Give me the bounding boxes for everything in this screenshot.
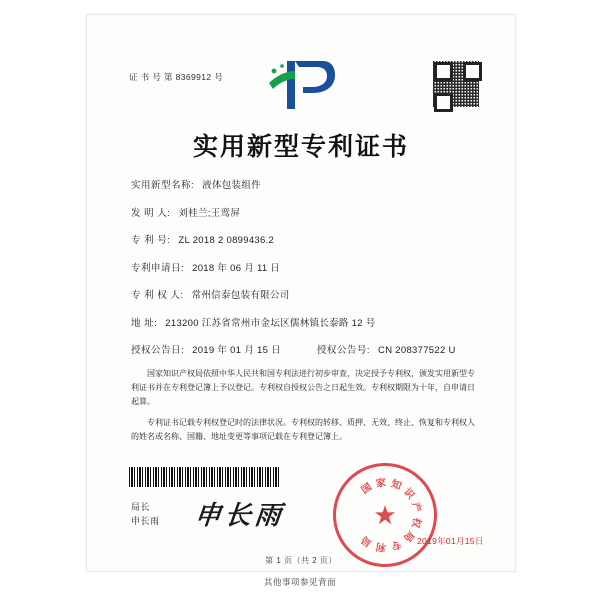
- seal-ring-char: 国: [359, 481, 375, 497]
- field-label: 专 利 权 人:: [131, 290, 184, 301]
- page-number: 第 1 页（共 2 页）: [265, 556, 337, 565]
- legal-text: [131, 367, 475, 451]
- footer-note: 其他事项参见背面: [263, 577, 336, 587]
- field-label: 实用新型名称:: [131, 180, 195, 191]
- field-row-name: [131, 177, 479, 191]
- field-row-inventor: [131, 205, 479, 219]
- grant-number-label: 授权公告号:: [316, 345, 371, 356]
- field-label: 专利申请日:: [131, 262, 185, 274]
- page-title: 实用新型专利证书: [192, 132, 409, 161]
- field-row-patentee: [131, 287, 479, 301]
- field-row-application-date: [131, 260, 479, 274]
- seal-ring-char: 局: [401, 528, 416, 544]
- seal-ring-char: 产: [409, 501, 423, 514]
- signature-title: 局长: [131, 502, 151, 512]
- field-value: 液体包装组件: [202, 180, 261, 191]
- signature-name: 申长雨: [131, 515, 160, 526]
- handwritten-signature: 申长雨: [193, 501, 287, 531]
- seal-ring-char: 家: [375, 477, 387, 490]
- seal-ring-char: 局: [359, 533, 375, 549]
- field-value: 刘桂兰;王鸾屏: [178, 207, 241, 219]
- seal-ring-char: 知: [389, 478, 403, 493]
- seal-ring-char: 专: [389, 537, 403, 552]
- field-label: 地 址:: [131, 317, 158, 329]
- grant-number-value: CN 208377522 U: [378, 345, 456, 356]
- grant-date-value: 2019 年 01 月 15 日: [192, 345, 281, 356]
- qr-code-icon: [433, 61, 479, 107]
- grant-date-label: 授权公告日:: [131, 345, 185, 356]
- field-list: [131, 177, 479, 370]
- field-row-patent-no: [131, 232, 479, 246]
- seal-date: 2019年01月15日: [417, 536, 484, 546]
- field-row-grant: [131, 342, 479, 356]
- field-value: ZL 2018 2 0899436.2: [178, 235, 275, 246]
- field-label: 专 利 号:: [131, 235, 171, 246]
- paragraph-2: 专利证书记载专利权登记时的法律状况。专利权的转移、质押、无效、终止、恢复和专利权人的姓名或名称、国籍、地址变更等事项记载在专利登记簿上。: [131, 418, 475, 441]
- field-label: 发 明 人:: [131, 207, 171, 219]
- certificate-number: 证 书 号 第 8369912 号: [129, 72, 224, 82]
- field-value: 常州信泰包装有限公司: [191, 290, 290, 301]
- barcode-icon: [129, 467, 281, 487]
- seal-ring-char: 利: [375, 540, 387, 553]
- seal-ring-char: 识: [401, 486, 416, 502]
- field-value: 213200 江苏省常州市金坛区儒林镇长泰路 12 号: [165, 317, 376, 329]
- field-row-address: [131, 315, 479, 329]
- signature-label: [131, 501, 160, 528]
- official-seal: [333, 463, 437, 567]
- seal-ring-char: 权: [409, 516, 423, 529]
- paragraph-1: 国家知识产权局依照中华人民共和国专利法进行初步审查，决定授予专利权，颁发实用新型专利证书并在专利登记簿上予以登记。专利权自授权公告之日起生效。专利权期限为十年，自申请日起算。: [131, 369, 475, 406]
- seal-star-icon: ★: [373, 500, 397, 530]
- certificate-sheet: [86, 14, 516, 572]
- field-value: 2018 年 06 月 11 日: [192, 262, 281, 274]
- cnipa-emblem-icon: [265, 57, 337, 115]
